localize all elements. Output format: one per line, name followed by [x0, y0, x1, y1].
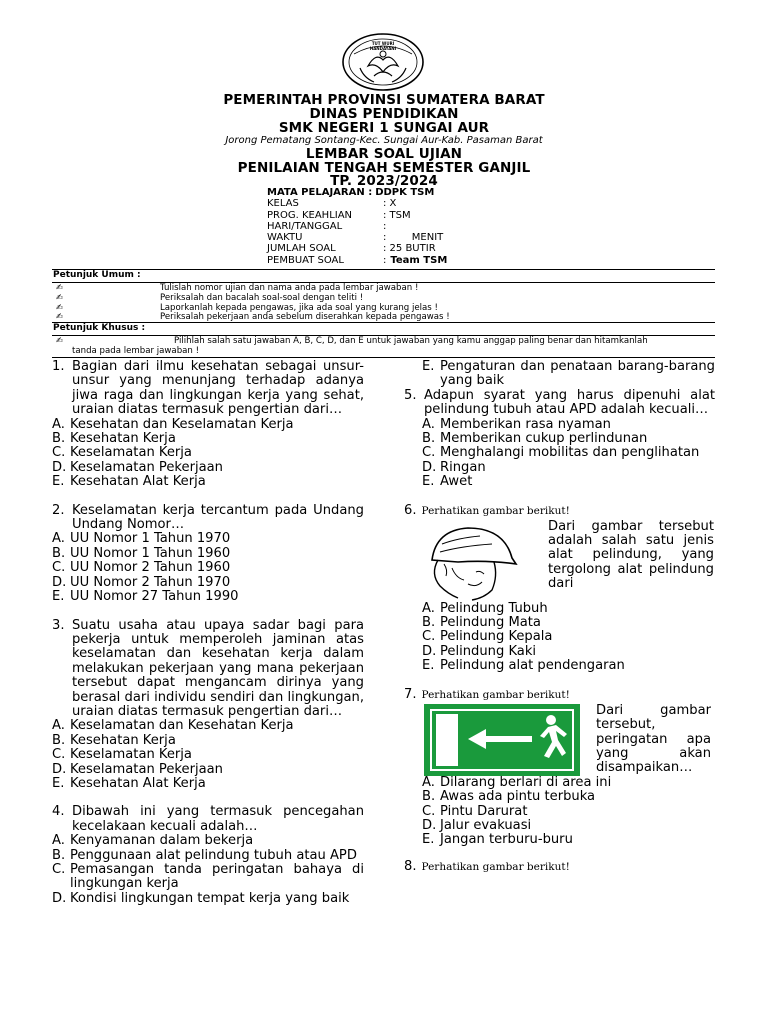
hari-value: :: [383, 220, 387, 232]
petunjuk-umum-item: Periksalah pekerjaan anda sebelum diserahkan kepada pengawas !: [160, 312, 450, 322]
question-8: [404, 860, 715, 876]
option-a[interactable]: A. Kesehatan dan Keselamatan Kerja: [52, 416, 294, 432]
question-number: 8.: [404, 858, 417, 874]
option-a[interactable]: A. Keselamatan dan Kesehatan Kerja: [52, 718, 294, 734]
hand-writing-icon: ✍: [56, 283, 64, 293]
hand-writing-icon: ✍: [56, 312, 64, 322]
option-c[interactable]: C. Pemasangan tanda peringatan bahaya di lingkungan kerja: [52, 862, 364, 892]
option-c[interactable]: C. Pelindung Kepala: [422, 629, 553, 645]
question-2: [52, 504, 364, 605]
petunjuk-umum-item: Laporkanlah kepada pengawas, jika ada soal yang kurang jelas !: [160, 303, 438, 313]
option-d[interactable]: D. Pelindung Kaki: [422, 643, 537, 659]
question-text: Keselamatan kerja tercantum pada Undang Undang Nomor…: [72, 502, 364, 533]
school-name: SMK NEGERI 1 SUNGAI AUR: [278, 120, 490, 136]
option-a[interactable]: A. Kenyamanan dalam bekerja: [52, 833, 254, 849]
option-d[interactable]: D. Jalur evakuasi: [422, 817, 532, 833]
option-b[interactable]: B. Memberikan cukup perlindunan: [422, 431, 648, 447]
helmet-illustration: [418, 520, 526, 602]
question-4: [52, 805, 364, 906]
emergency-exit-sign-icon: [424, 704, 580, 776]
option-e[interactable]: E. Jangan terburu-buru: [422, 832, 573, 848]
tut-wuri-handayani-logo: [340, 32, 426, 94]
question-text: Adapun syarat yang harus dipenuhi alat pelindung tubuh atau APD adalah kecuali…: [424, 387, 715, 418]
question-5: [404, 389, 715, 490]
kelas-value: : X: [383, 198, 397, 210]
option-a[interactable]: A. Memberikan rasa nyaman: [422, 416, 611, 432]
waktu-value: : MENIT: [383, 232, 444, 244]
question-text: Bagian dari ilmu kesehatan sebagai unsur-unsur yang menunjang terhadap adanya jiwa raga dan lingkungan kerja yang sehat, uraian diatas termasuk pengertian dari…: [72, 359, 364, 418]
question-3: [52, 619, 364, 792]
option-e[interactable]: E. Pengaturan dan penataan barang-barang yang baik: [422, 359, 715, 389]
hand-writing-icon: ✍: [56, 293, 64, 303]
option-d[interactable]: D. Ringan: [422, 459, 486, 475]
exam-title: LEMBAR SOAL UJIAN: [305, 146, 463, 162]
academic-year: TP. 2023/2024: [330, 173, 438, 189]
petunjuk-umum-item: Periksalah dan bacalah soal-soal dengan teliti !: [160, 293, 364, 303]
option-d[interactable]: D. UU Nomor 2 Tahun 1970: [52, 574, 231, 590]
prog-label: PROG. KEAHLIAN: [267, 209, 353, 221]
option-e[interactable]: E. UU Nomor 27 Tahun 1990: [52, 589, 239, 605]
option-d[interactable]: D. Keselamatan Pekerjaan: [52, 761, 223, 777]
mapel-value: DDPK TSM: [375, 187, 435, 198]
option-e[interactable]: E. Kesehatan Alat Kerja: [52, 474, 206, 490]
option-e[interactable]: E. Pelindung alat pendengaran: [422, 658, 625, 674]
question-6: [404, 504, 715, 674]
divider: [52, 269, 715, 270]
question-prompt: Perhatikan gambar berikut!: [421, 504, 570, 517]
petunjuk-umum-title: Petunjuk Umum :: [53, 270, 141, 280]
option-c[interactable]: C. Keselamatan Kerja: [52, 747, 192, 763]
pembuat-label: PEMBUAT SOAL: [267, 254, 344, 266]
option-b[interactable]: B. Kesehatan Kerja: [52, 431, 176, 447]
question-number: 1.: [52, 359, 65, 374]
pembuat-colon: :: [383, 254, 387, 266]
prog-value: : TSM: [383, 209, 411, 221]
option-c[interactable]: C. Menghalangi mobilitas dan penglihatan: [422, 445, 700, 461]
question-text: Dari gambar tersebut adalah salah satu jenis alat pelindung, yang tergolong alat pelindung dari: [548, 518, 714, 592]
kelas-label: KELAS: [267, 198, 299, 210]
waktu-label: WAKTU: [267, 232, 303, 244]
question-number: 5.: [404, 387, 417, 403]
pembuat-value: Team TSM: [390, 254, 448, 266]
option-d[interactable]: D. Kondisi lingkungan tempat kerja yang baik: [52, 890, 350, 906]
hand-writing-icon: ✍: [56, 303, 64, 313]
jumlah-value: : 25 BUTIR: [383, 243, 436, 255]
question-number: 3.: [52, 617, 65, 633]
hari-label: HARI/TANGGAL: [267, 220, 343, 232]
option-c[interactable]: C. Keselamatan Kerja: [52, 445, 192, 461]
question-1: [52, 360, 364, 490]
option-a[interactable]: A. Pelindung Tubuh: [422, 600, 548, 616]
exam-subtitle: PENILAIAN TENGAH SEMESTER GANJIL: [237, 160, 531, 176]
question-prompt: Perhatikan gambar berikut!: [421, 688, 570, 701]
mapel-label: MATA PELAJARAN :: [267, 187, 373, 198]
question-number: 4.: [52, 804, 65, 820]
question-number: 6.: [404, 502, 417, 518]
question-text: Dari gambar tersebut, peringatan apa yang akan disampaikan…: [596, 702, 711, 776]
option-e[interactable]: E. Awet: [422, 474, 473, 490]
question-text: Dibawah ini yang termasuk pencegahan kecelakaan kecuali adalah…: [72, 804, 364, 834]
option-d[interactable]: D. Keselamatan Pekerjaan: [52, 459, 223, 475]
option-a[interactable]: A. UU Nomor 1 Tahun 1970: [52, 531, 231, 547]
logo-motto: TUT WURI HANDAYANI: [369, 41, 397, 51]
question-text: Suatu usaha atau upaya sadar bagi para pekerja untuk memperoleh jaminan atas keselamatan dan kesehatan kerja dalam melakukan pekerjaan yang mana pekerjaan tersebut dapat mengancam dirinya yang berasal dari individu sendiri dan lingkungan, uraian diatas termasuk pengertian dari…: [72, 617, 364, 719]
jumlah-label: JUMLAH SOAL: [267, 243, 336, 255]
petunjuk-khusus-line-1: Pilihlah salah satu jawaban A, B, C, D, dan E untuk jawaban yang kamu anggap paling benar dan hitamkanlah: [174, 336, 648, 346]
option-e[interactable]: E. Kesehatan Alat Kerja: [52, 775, 206, 791]
option-a[interactable]: A. Dilarang berlari di area ini: [422, 774, 612, 790]
option-b[interactable]: B. Penggunaan alat pelindung tubuh atau APD: [52, 847, 357, 863]
question-number: 7.: [404, 686, 417, 702]
option-b[interactable]: B. UU Nomor 1 Tahun 1960: [52, 545, 231, 561]
question-prompt: Perhatikan gambar berikut!: [421, 860, 570, 873]
petunjuk-umum-item: Tulislah nomor ujian dan nama anda pada lembar jawaban !: [160, 283, 419, 293]
option-b[interactable]: B. Kesehatan Kerja: [52, 732, 176, 748]
exam-info: [267, 187, 447, 266]
right-column: [404, 360, 715, 876]
petunjuk-khusus-line-2: tanda pada lembar jawaban !: [72, 346, 200, 356]
header-line-2: DINAS PENDIDIKAN: [309, 106, 459, 122]
question-7: [404, 688, 715, 848]
option-b[interactable]: B. Pelindung Mata: [422, 615, 541, 631]
left-column: [52, 360, 364, 906]
header-line-1: PEMERINTAH PROVINSI SUMATERA BARAT: [223, 92, 545, 108]
question-number: 2.: [52, 502, 65, 518]
divider: [52, 357, 715, 358]
school-address: Jorong Pematang Sontang-Kec. Sungai Aur-Kab. Pasaman Barat: [225, 135, 543, 146]
option-b[interactable]: B. Awas ada pintu terbuka: [422, 789, 596, 805]
petunjuk-khusus-title: Petunjuk Khusus :: [53, 323, 146, 333]
hand-writing-icon: ✍: [56, 336, 64, 346]
option-c[interactable]: C. Pintu Darurat: [422, 803, 528, 819]
option-c[interactable]: C. UU Nomor 2 Tahun 1960: [52, 560, 231, 576]
divider: [52, 322, 715, 323]
